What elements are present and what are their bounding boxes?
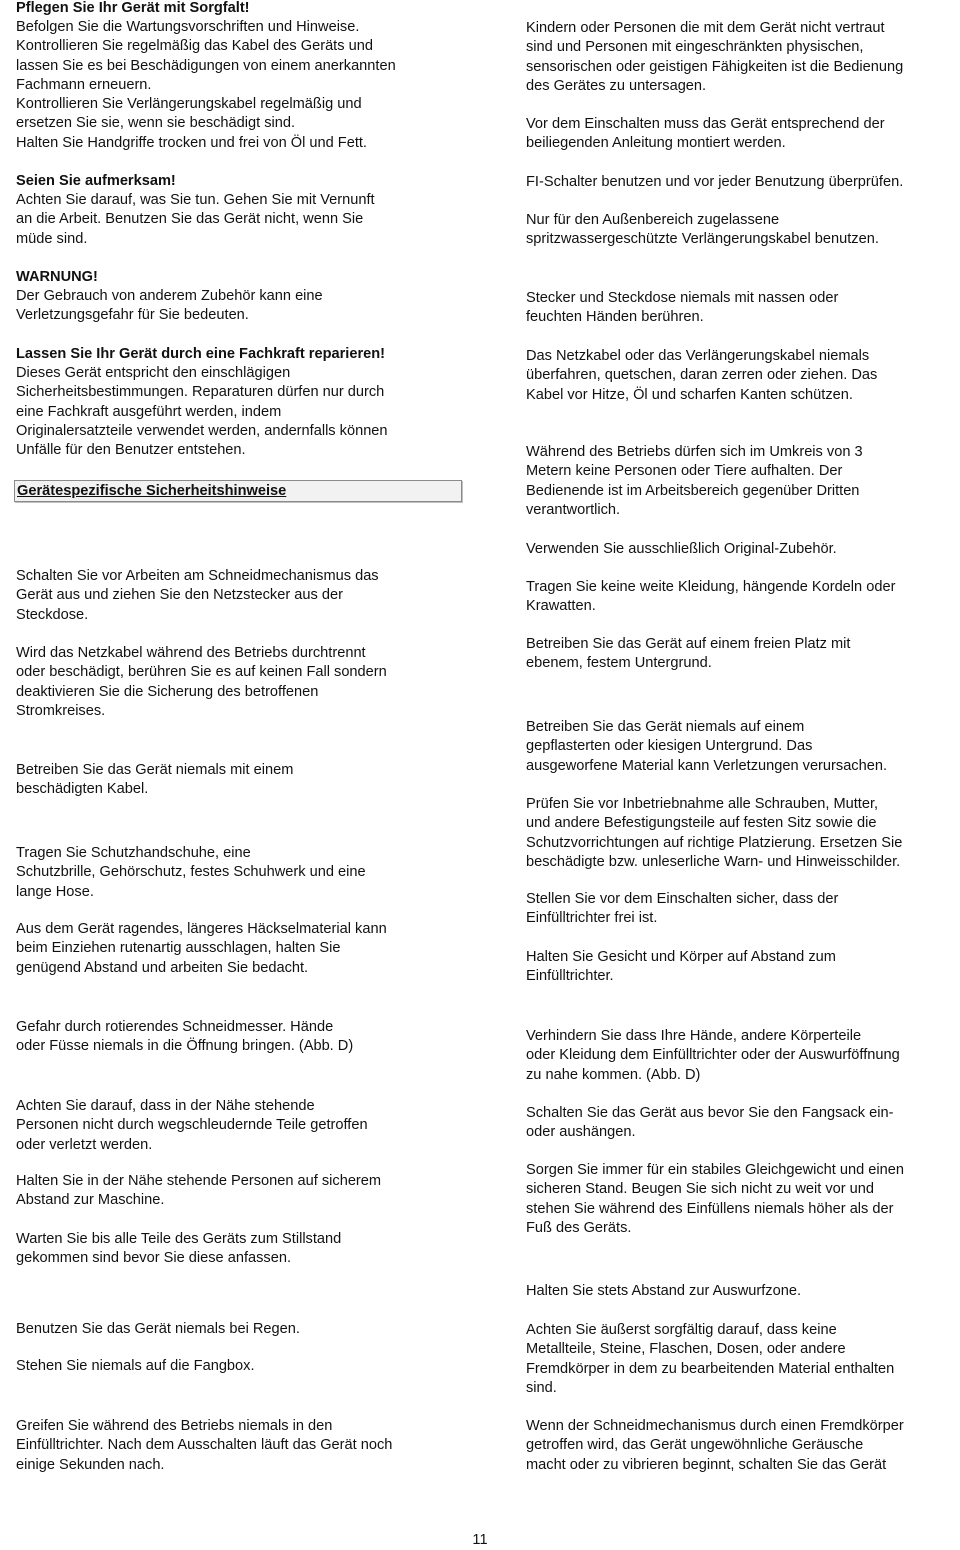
safety-paragraph: Tragen Sie Schutzhandschuhe, eine Schutzbrille, Gehörschutz, festes Schuhwerk und eine lange Hose.	[16, 845, 366, 900]
safety-paragraph: Kindern oder Personen die mit dem Gerät nicht vertraut sind und Personen mit eingeschränkten physischen, sensorischen oder geistigen Fähigkeiten ist die Bedienung des Gerätes zu untersagen.	[526, 20, 904, 94]
safety-paragraph: Halten Sie in der Nähe stehende Personen auf sicherem Abstand zur Maschine.	[16, 1173, 382, 1209]
safety-paragraph: Benutzen Sie das Gerät niemals bei Regen.	[16, 1321, 300, 1337]
safety-paragraph: Stellen Sie vor dem Einschalten sicher, dass der Einfülltrichter frei ist.	[526, 891, 839, 927]
safety-paragraph: Vor dem Einschalten muss das Gerät entsprechend der beiliegenden Anleitung montiert werden.	[526, 116, 885, 152]
safety-paragraph: Verwenden Sie ausschließlich Original-Zubehör.	[526, 541, 837, 557]
safety-paragraph: Achten Sie äußerst sorgfältig darauf, dass keine Metallteile, Steine, Flaschen, Dosen, oder andere Fremdkörper in dem zu bearbeitenden Material enthalten sind.	[526, 1322, 895, 1396]
care-text: Befolgen Sie die Wartungsvorschriften und Hinweise. Kontrollieren Sie regelmäßig das Kabel des Geräts und lassen Sie es bei Beschädigungen von einem anerkannten Fachmann erneuern. Kontrollieren Sie Verlängerungskabel regelmäßig und ersetzen Sie sie, wenn sie beschädigt sind. Halten Sie Handgriffe trocken und frei von Öl und Fett.	[16, 19, 396, 151]
safety-paragraph: FI-Schalter benutzen und vor jeder Benutzung überprüfen.	[526, 174, 904, 190]
safety-paragraph: Wird das Netzkabel während des Betriebs durchtrennt oder beschädigt, berühren Sie es auf keinen Fall sondern deaktivieren Sie die Sicherung des betroffenen Stromkreises.	[16, 645, 387, 719]
safety-paragraph: Sorgen Sie immer für ein stabiles Gleichgewicht und einen sicheren Stand. Beugen Sie sich nicht zu weit vor und stehen Sie während des Einfüllens niemals höher als der Fuß des Geräts.	[526, 1162, 905, 1236]
safety-paragraph: Schalten Sie das Gerät aus bevor Sie den Fangsack ein- oder aushängen.	[526, 1105, 894, 1141]
care-heading: Pflegen Sie Ihr Gerät mit Sorgfalt!	[16, 0, 250, 16]
repair-heading: Lassen Sie Ihr Gerät durch eine Fachkraft reparieren!	[16, 346, 386, 362]
section-heading: Gerätespezifische Sicherheitshinweise	[17, 483, 287, 499]
section-heading-box	[14, 480, 462, 502]
safety-paragraph: Nur für den Außenbereich zugelassene spritzwassergeschützte Verlängerungskabel benutzen.	[526, 212, 879, 248]
warning-heading: WARNUNG!	[16, 269, 98, 285]
safety-paragraph: Das Netzkabel oder das Verlängerungskabel niemals überfahren, quetschen, daran zerren oder ziehen. Das Kabel vor Hitze, Öl und scharfen Kanten schützen.	[526, 348, 878, 403]
safety-paragraph: Während des Betriebs dürfen sich im Umkreis von 3 Metern keine Personen oder Tiere aufhalten. Der Bedienende ist im Arbeitsbereich gegenüber Dritten verantwortlich.	[526, 444, 863, 518]
repair-text: Dieses Gerät entspricht den einschlägigen Sicherheitsbestimmungen. Reparaturen dürfen nur durch eine Fachkraft ausgeführt werden, indem Originalersatzteile verwendet werden, andernfalls können Unfälle für den Benutzer entstehen.	[16, 365, 388, 459]
safety-paragraph: Achten Sie darauf, dass in der Nähe stehende Personen nicht durch wegschleudernde Teile getroffen oder verletzt werden.	[16, 1098, 368, 1153]
warning-text: Der Gebrauch von anderem Zubehör kann eine Verletzungsgefahr für Sie bedeuten.	[16, 288, 323, 324]
safety-paragraph: Schalten Sie vor Arbeiten am Schneidmechanismus das Gerät aus und ziehen Sie den Netzstecker aus der Steckdose.	[16, 568, 379, 623]
safety-paragraph: Betreiben Sie das Gerät niemals auf einem gepflasterten oder kiesigen Untergrund. Das ausgeworfene Material kann Verletzungen verursachen.	[526, 719, 888, 774]
safety-paragraph: Warten Sie bis alle Teile des Geräts zum Stillstand gekommen sind bevor Sie diese anfassen.	[16, 1231, 342, 1267]
page-number: 11	[472, 1532, 488, 1548]
safety-paragraph: Gefahr durch rotierendes Schneidmesser. Hände oder Füsse niemals in die Öffnung bringen. (Abb. D)	[16, 1019, 354, 1055]
safety-paragraph: Halten Sie stets Abstand zur Auswurfzone.	[526, 1283, 802, 1299]
safety-paragraph: Betreiben Sie das Gerät auf einem freien Platz mit ebenem, festem Untergrund.	[526, 636, 851, 672]
safety-paragraph: Stehen Sie niemals auf die Fangbox.	[16, 1358, 255, 1374]
safety-paragraph: Greifen Sie während des Betriebs niemals in den Einfülltrichter. Nach dem Ausschalten läuft das Gerät noch einige Sekunden nach.	[16, 1418, 393, 1473]
safety-paragraph: Aus dem Gerät ragendes, längeres Häckselmaterial kann beim Einziehen rutenartig ausschlagen, halten Sie genügend Abstand und arbeiten Sie bedacht.	[16, 921, 387, 976]
attention-text: Achten Sie darauf, was Sie tun. Gehen Sie mit Vernunft an die Arbeit. Benutzen Sie das Gerät nicht, wenn Sie müde sind.	[16, 192, 375, 247]
safety-paragraph: Stecker und Steckdose niemals mit nassen oder feuchten Händen berühren.	[526, 290, 839, 326]
safety-paragraph: Wenn der Schneidmechanismus durch einen Fremdkörper getroffen wird, das Gerät ungewöhnliche Geräusche macht oder zu vibrieren beginnt, schalten Sie das Gerät	[526, 1418, 904, 1473]
safety-paragraph: Tragen Sie keine weite Kleidung, hängende Kordeln oder Krawatten.	[526, 579, 896, 615]
safety-paragraph: Halten Sie Gesicht und Körper auf Abstand zum Einfülltrichter.	[526, 949, 836, 985]
safety-paragraph: Betreiben Sie das Gerät niemals mit einem beschädigten Kabel.	[16, 762, 294, 798]
safety-paragraph: Verhindern Sie dass Ihre Hände, andere Körperteile oder Kleidung dem Einfülltrichter oder der Auswurföffnung zu nahe kommen. (Abb. D)	[526, 1028, 900, 1083]
attention-heading: Seien Sie aufmerksam!	[16, 173, 176, 189]
safety-paragraph: Prüfen Sie vor Inbetriebnahme alle Schrauben, Mutter, und andere Befestigungsteile auf festen Sitz sowie die Schutzvorrichtungen auf richtige Platzierung. Ersetzen Sie beschädigte bzw. unleserliche Warn- und Hinweisschilder.	[526, 796, 903, 870]
